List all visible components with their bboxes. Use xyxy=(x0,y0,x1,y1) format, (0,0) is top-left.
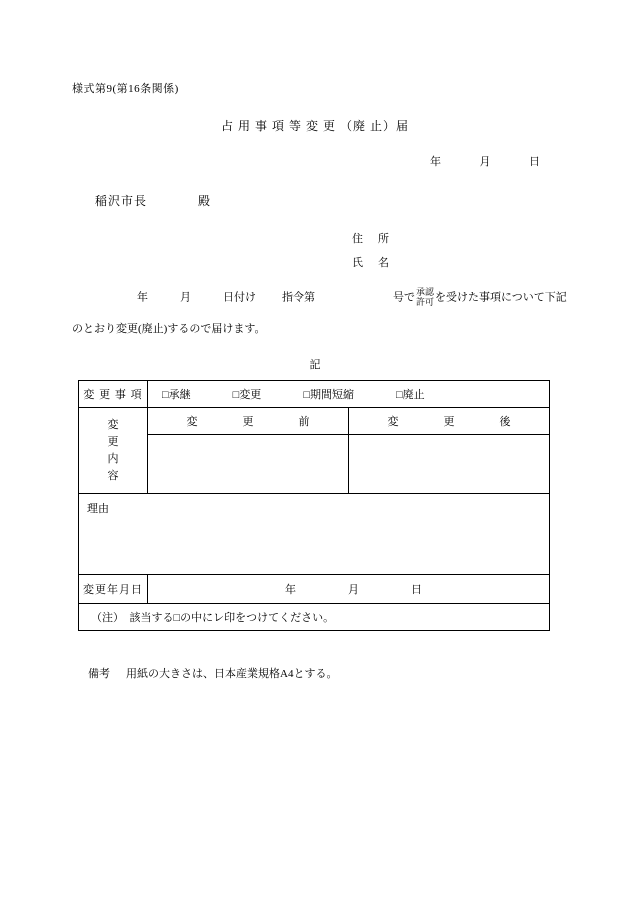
applicant-address-label: 住 所 xyxy=(352,233,391,245)
after-column-header xyxy=(349,408,550,435)
checkbox-label-abolish: 廃止 xyxy=(402,389,425,401)
approval-label: 承認 xyxy=(416,287,435,297)
change-date-label: 変更年月日 xyxy=(79,575,148,604)
body-paragraph-line2: のとおり変更(廃止)するので届けます。 xyxy=(72,323,266,335)
submission-date-month: 月 xyxy=(479,156,491,168)
permit-date-year: 年 xyxy=(137,291,148,304)
checkbox-label-change: 変更 xyxy=(239,389,262,401)
before-header-char2: 更 xyxy=(242,416,254,428)
checkbox-group xyxy=(148,381,550,408)
permit-number-label: 号で xyxy=(393,291,415,304)
before-header-char1: 変 xyxy=(186,416,198,428)
addressee-honorific: 殿 xyxy=(198,194,212,208)
ki-heading: 記 xyxy=(309,359,321,371)
checkbox-option-succession[interactable]: □承継 xyxy=(162,389,191,401)
before-column-header xyxy=(148,408,349,435)
checkbox-label-shorten: 期間短縮 xyxy=(309,389,354,401)
before-header-char3: 前 xyxy=(298,416,310,428)
addressee-name: 稲沢市長 xyxy=(95,194,148,208)
permit-date-day: 日付け xyxy=(223,291,256,304)
after-header-char3: 後 xyxy=(499,416,511,428)
permit-order-label: 指令第 xyxy=(282,291,315,304)
table-row xyxy=(79,435,550,494)
checkbox-label-succession: 承継 xyxy=(168,389,191,401)
change-notice-table xyxy=(78,380,550,631)
table-row xyxy=(79,408,550,435)
change-date-month: 月 xyxy=(348,584,359,596)
checkbox-option-abolish[interactable]: □廃止 xyxy=(395,389,425,401)
checkbox-option-change[interactable]: □変更 xyxy=(232,389,262,401)
after-header-char2: 更 xyxy=(443,416,455,428)
after-value-field[interactable] xyxy=(349,435,550,494)
body-paragraph-line1 xyxy=(72,288,572,308)
form-number: 様式第9(第16条関係) xyxy=(72,83,179,95)
remark-text: 用紙の大きさは、日本産業規格A4とする。 xyxy=(126,668,338,680)
addressee xyxy=(95,192,211,209)
table-row xyxy=(79,381,550,408)
applicant-block xyxy=(352,227,391,275)
reason-field[interactable] xyxy=(79,494,550,575)
table-note: （注） 該当する□の中にレ印をつけてください。 xyxy=(79,604,550,631)
checkbox-option-shorten[interactable]: □期間短縮 xyxy=(303,389,354,401)
before-value-field[interactable] xyxy=(148,435,349,494)
reason-label: 理由 xyxy=(87,503,109,515)
page-title: 占 用 事 項 等 変 更 （廃 止）届 xyxy=(220,119,409,133)
after-header-char1: 変 xyxy=(387,416,399,428)
remark-label: 備考 xyxy=(88,668,110,680)
body-line1-tail: を受けた事項について下記 xyxy=(435,291,567,304)
table-row xyxy=(79,604,550,631)
table-row xyxy=(79,494,550,575)
submission-date-year: 年 xyxy=(430,156,441,168)
approval-permit-stack xyxy=(416,287,434,307)
table-row xyxy=(79,575,550,604)
permit-label: 許可 xyxy=(416,297,435,307)
change-item-label: 変 更 事 項 xyxy=(79,381,148,408)
remark-line xyxy=(88,665,337,681)
change-date-day: 日 xyxy=(411,584,422,596)
applicant-name-label: 氏 名 xyxy=(352,257,391,269)
change-date-year: 年 xyxy=(285,584,296,596)
change-date-field[interactable] xyxy=(148,575,550,604)
change-content-label: 変 更 内 容 xyxy=(79,408,148,494)
permit-date-month: 月 xyxy=(180,291,191,304)
submission-date-day: 日 xyxy=(529,156,540,168)
